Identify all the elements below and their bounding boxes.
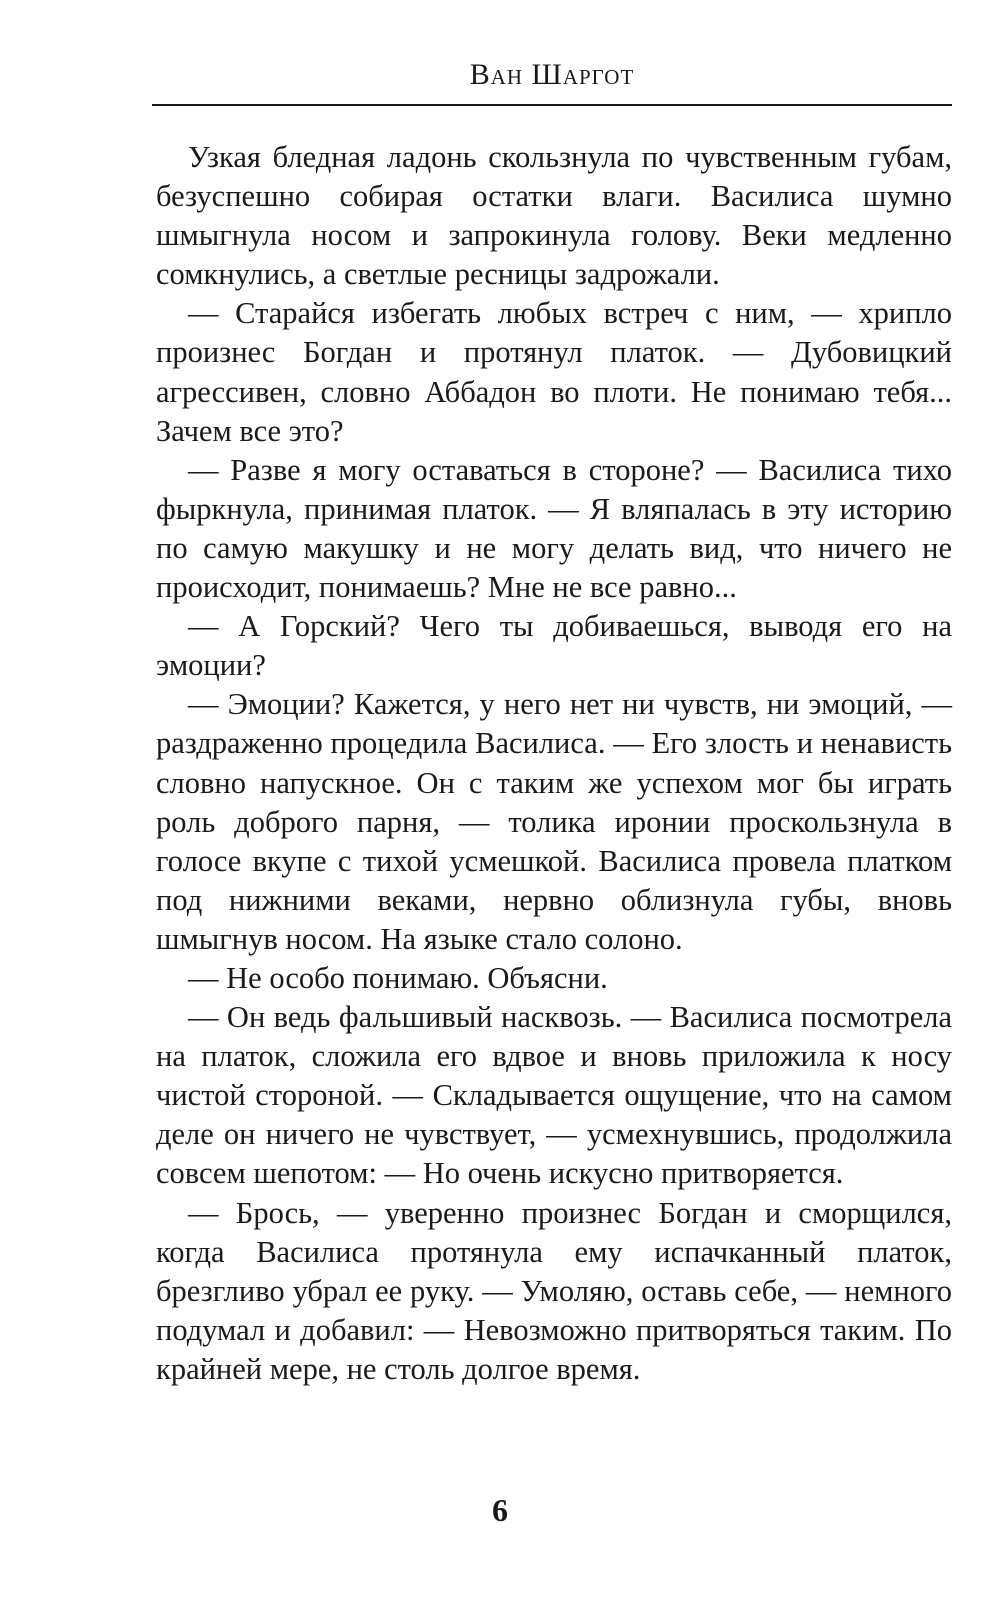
paragraph-1: Узкая бледная ладонь скользнула по чувственным губам, безуспешно собирая остатки влаги. Василиса шумно шмыгнула носом и запрокинула голову. Веки медленно сомкнулись, а светлые ресницы задрожали.: [156, 140, 952, 292]
running-head-author: Ван Шаргот: [469, 58, 635, 91]
page-number: 6: [492, 1492, 508, 1528]
paragraph-5: — Эмоции? Кажется, у него нет ни чувств, ни эмоций, — раздраженно процедила Василиса. — Его злость и ненависть словно напускное. Он с таким же успехом мог бы играть роль доброго парня, — толика иронии проскользнула в голосе вкупе с тихой усмешкой. Василиса провела платком под нижними веками, нервно облизнула губы, вновь шмыгнув носом. На языке стало солоно.: [156, 687, 952, 956]
paragraph-8: — Брось, — уверенно произнес Богдан и сморщился, когда Василиса протянула ему испачканный платок, брезгливо убрал ее руку. — Умоляю, оставь себе, — немного подумал и добавил: — Невозможно притворяться таким. По крайней мере, не столь долгое время.: [156, 1195, 952, 1386]
paragraph-6: — Не особо понимаю. Объясни.: [188, 960, 608, 995]
paragraph-2: — Старайся избегать любых встреч с ним, — хрипло произнес Богдан и протянул платок. — Дубовицкий агрессивен, словно Аббадон во плоти. Не понимаю тебя... Зачем все это?: [156, 296, 952, 448]
paragraph-3: — Разве я могу оставаться в стороне? — Василиса тихо фыркнула, принимая платок. — Я вляпалась в эту историю по самую макушку и не могу делать вид, что ничего не происходит, понимаешь? Мне не все равно...: [156, 452, 952, 605]
body-text: [156, 138, 952, 1389]
paragraph-7: — Он ведь фальшивый насквозь. — Василиса посмотрела на платок, сложила его вдвое и вновь приложила к носу чистой стороной. — Складывается ощущение, что на самом деле он ничего не чувствует, — усмехнувшись, продолжила совсем шепотом: — Но очень искусно притворяется.: [156, 1000, 952, 1191]
header-rule: [152, 104, 952, 106]
paragraph-4: — А Горский? Чего ты добиваешься, выводя его на эмоции?: [156, 609, 952, 683]
